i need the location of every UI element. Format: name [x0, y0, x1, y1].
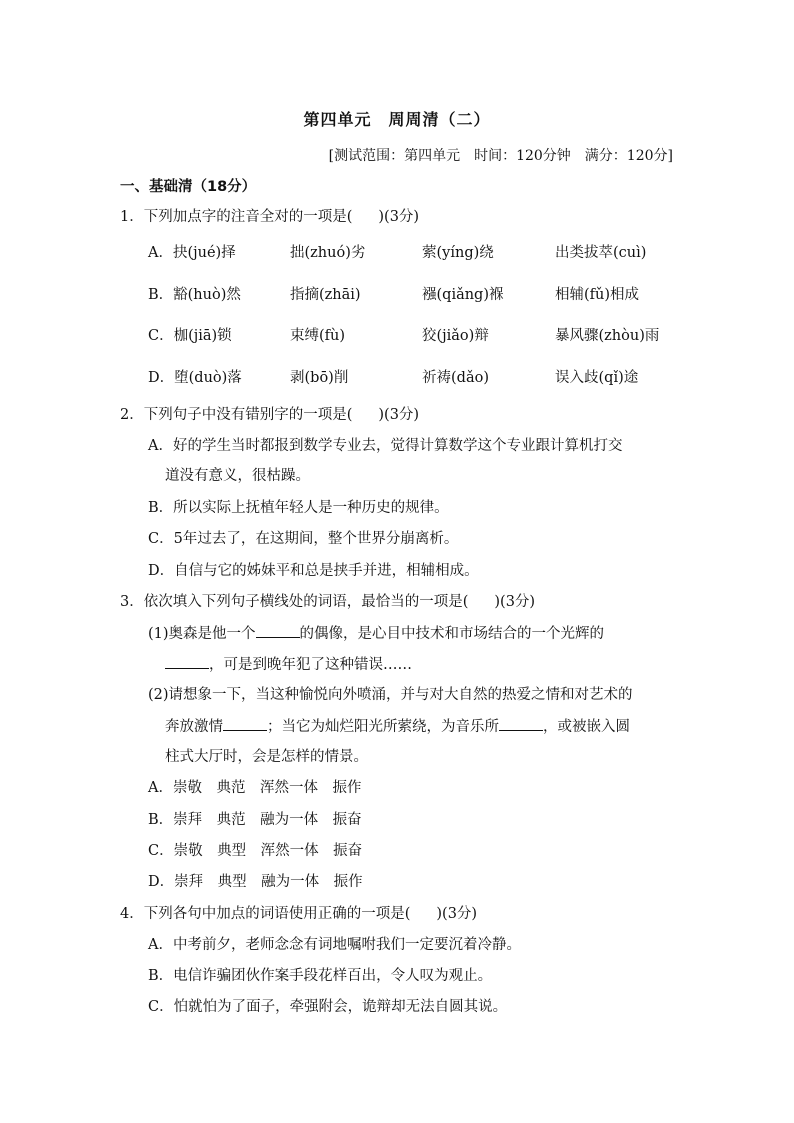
page-title: 第四单元 周周清（二） — [303, 110, 491, 129]
section-heading: 一、基础清（18分） — [120, 179, 257, 195]
q1-option-c2: 束缚(fù) — [290, 328, 346, 344]
q3-option-b: B．崇拜 典范 融为一体 振奋 — [148, 812, 362, 828]
question-1-stem: 1．下列加点字的注音全对的一项是( )(3分) — [120, 209, 420, 225]
question-3-stem: 3．依次填入下列句子横线处的词语，最恰当的一项是( )(3分) — [120, 594, 536, 610]
q1-option-c4: 暴风骤(zhòu)雨 — [555, 328, 660, 344]
q4-option-c: C．怕就怕为了面子，牵强附会，诡辩却无法自圆其说。 — [148, 999, 508, 1015]
q1-option-d1: D．堕(duò)落 — [148, 370, 242, 386]
q3-sentence-2: (2)请想象一下，当这种愉悦向外喷涌，并与对大自然的热爱之情和对艺术的 — [148, 687, 633, 703]
q1-option-c1: C．枷(jiā)锁 — [148, 328, 232, 344]
q1-option-a1: A．抉(jué)择 — [148, 245, 236, 261]
fill-blank[interactable] — [499, 716, 543, 731]
q1-option-b1: B．豁(huò)然 — [148, 287, 241, 303]
fill-blank[interactable] — [256, 623, 300, 638]
q1-option-b4: 相辅(fǔ)相成 — [555, 287, 640, 303]
q2-option-a: A．好的学生当时都报到数学专业去，觉得计算数学这个专业跟计算机打交 — [148, 438, 623, 454]
q1-option-a2: 拙(zhuó)劣 — [290, 245, 366, 261]
q1-option-b3: 襁(qiǎng)褓 — [422, 287, 504, 303]
q1-option-c3: 狡(jiǎo)辩 — [422, 328, 489, 344]
question-4-stem: 4．下列各句中加点的词语使用正确的一项是( )(3分) — [120, 906, 478, 922]
q3-option-d: D．崇拜 典型 融为一体 振作 — [148, 874, 363, 890]
q2-option-a-cont: 道没有意义，很枯躁。 — [165, 468, 310, 484]
q2-option-b: B．所以实际上抚植年轻人是一种历史的规律。 — [148, 500, 449, 516]
q1-option-b2: 指摘(zhāi) — [290, 287, 361, 303]
q3-sentence-1: (1)奥森是他一个 的偶像，是心目中技术和市场结合的一个光辉的 — [148, 623, 604, 644]
test-scope: [测试范围：第四单元 时间：120分钟 满分：120分] — [328, 148, 673, 164]
q4-option-b: B．电信诈骗团伙作案手段花样百出，令人叹为观止。 — [148, 968, 493, 984]
fill-blank[interactable] — [165, 654, 209, 669]
q3-sentence-2-cont: 奔放激情 ；当它为灿烂阳光所萦绕，为音乐所 ，或被嵌入圆 — [165, 716, 630, 737]
q3-option-a: A．崇敬 典范 浑然一体 振作 — [148, 780, 362, 796]
fill-blank[interactable] — [223, 716, 267, 731]
q2-option-d: D．自信与它的姊妹平和总是挟手并进，相辅相成。 — [148, 563, 479, 579]
q1-option-a3: 萦(yíng)绕 — [422, 245, 494, 261]
q3-sentence-2-end: 柱式大厅时，会是怎样的情景。 — [165, 749, 368, 765]
q3-sentence-1-cont: ，可是到晚年犯了这种错误…… — [165, 654, 412, 675]
q1-option-d4: 误入歧(qǐ)途 — [555, 370, 639, 386]
q1-option-d3: 祈祷(dǎo) — [422, 370, 489, 386]
question-2-stem: 2．下列句子中没有错别字的一项是( )(3分) — [120, 407, 420, 423]
q2-option-c: C．5年过去了，在这期间，整个世界分崩离析。 — [148, 531, 459, 547]
q1-option-a4: 出类拔萃(cuì) — [555, 245, 647, 261]
q4-option-a: A．中考前夕，老师念念有词地嘱咐我们一定要沉着冷静。 — [148, 937, 521, 953]
q1-option-d2: 剥(bō)削 — [290, 370, 349, 386]
q3-option-c: C．崇敬 典型 浑然一体 振奋 — [148, 843, 363, 859]
